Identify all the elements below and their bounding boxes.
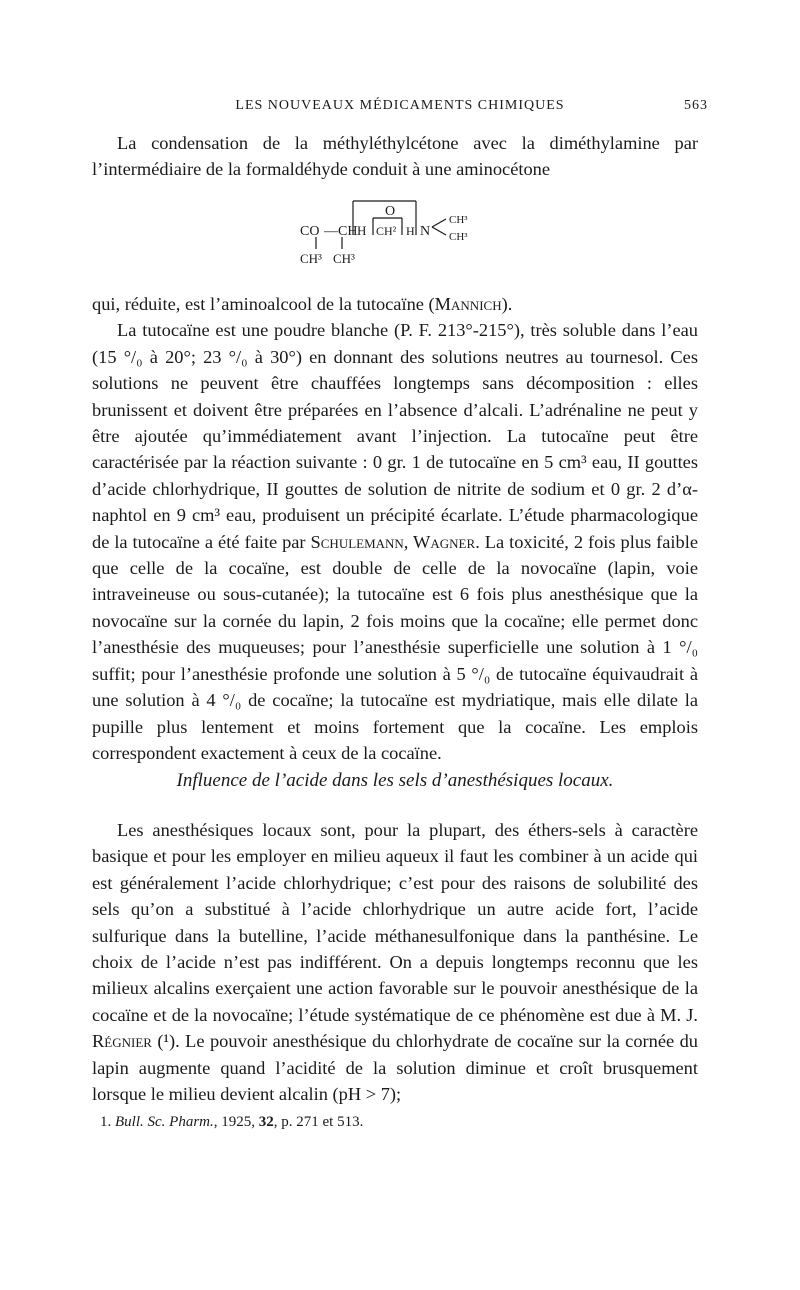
formula-methyl-a: CH³ — [449, 214, 468, 226]
footnote-reference[interactable]: (¹) — [151, 1031, 176, 1052]
formula-nitrogen: N — [420, 224, 431, 239]
formula-carbonyl: CO — [300, 224, 320, 239]
reduction-end: ). — [501, 294, 513, 314]
chemical-formula — [300, 197, 540, 272]
page-number: 563 — [684, 98, 708, 113]
running-header — [92, 98, 708, 120]
author-regnier: Régnier — [92, 1031, 152, 1052]
author-mannich: Mannich — [434, 294, 502, 314]
formula-methyl-b: CH³ — [449, 231, 468, 243]
reduction-text: qui, réduite, est l’aminoalcool de la tutocaïne ( — [92, 294, 435, 314]
formula-h: H — [357, 223, 367, 238]
formula-methyl-d: CH³ — [333, 251, 355, 266]
formula-methyl-c: CH³ — [300, 251, 322, 266]
acid-text-a: Les anesthésiques locaux sont, pour la plupart, des éthers-sels à caractère basique et pour les employer en milieu aqueux il faut les combiner à un acide qui est généralement l’acide chlorhydrique; c’est pour des raisons de solubilité des sels qu’on a substitué à l’acide chlorhydrique un autre acide fort, l’acide sulfurique dans la butelline, l’acide méthanesulfonique dans la panthésine. Le choix de l’acide n’est pas indifférent. On a depuis longtemps reconnu que les milieux alcalins exerçaient une action favorable sur le pouvoir anesthésique de la cocaïne et de la novocaïne; l’étude systématique de ce phénomène est due à M. J. — [92, 820, 698, 1025]
properties-text-a: La tutocaïne est une poudre blanche (P. F. 213°-215°), très soluble dans l’eau (15 °/₀ à 20°; 23 °/₀ à 30°) en donnant des solutions neutres au tournesol. Ces solutions ne peuvent être chauffées longtemps sans décomposition : elles brunissent et doivent être préparées en l’absence d’alcali. L’adrénaline ne peut y être ajoutée qu’immédiatement avant l’injection. La tutocaïne peut être caractérisée par la réaction suivante : 0 gr. 1 de tutocaïne en 5 cm³ eau, II gouttes d’acide chlorhydrique, II gouttes de solution de nitrite de sodium et 0 gr. 2 d’α-naphtol en 9 cm³ eau, produisent un précipité écarlate. L’étude pharmacologique de la tutocaïne a été faite par — [92, 320, 698, 552]
footnote-journal: Bull. Sc. Pharm. — [115, 1114, 214, 1130]
footnote — [100, 1114, 363, 1131]
paragraph-acid-text — [92, 817, 698, 1107]
authors-schulemann-wagner: Schulemann, Wagner — [310, 531, 476, 552]
footnote-number: 1. — [100, 1114, 112, 1130]
paragraph-properties — [92, 317, 698, 766]
formula-ch: CH — [338, 224, 358, 239]
acid-text-b: . Le pouvoir anesthésique du chlorhydrate de cocaïne sur la cornée du lapin augmente quand l’acidité de la solution diminue et croît brusquement lorsque le milieu devient alcalin (pH > 7); — [92, 1031, 698, 1105]
paragraph-tutocaine — [92, 291, 698, 766]
paragraph-condensation — [92, 130, 698, 183]
paragraph-acid-influence — [92, 817, 698, 1107]
formula-h2: H — [406, 224, 415, 238]
section-heading: Influence de l’acide dans les sels d’anesthésiques locaux. — [176, 770, 614, 791]
footnote-pages: , p. 271 et 513. — [273, 1114, 364, 1130]
formula-dash: — — [324, 224, 338, 239]
paragraph-reduction — [92, 291, 698, 317]
formula-oxygen: O — [385, 204, 396, 219]
paragraph-text: La condensation de la méthyléthylcétone avec la diméthylamine par l’intermédiaire de la formaldéhyde conduit à une aminocétone — [92, 133, 698, 180]
formula-ch2: CH² — [376, 224, 397, 238]
footnote-volume: 32 — [258, 1114, 274, 1130]
running-title: LES NOUVEAUX MÉDICAMENTS CHIMIQUES — [235, 98, 565, 113]
footnote-year: , 1925, — [213, 1114, 259, 1130]
properties-text-b: . La toxicité, 2 fois plus faible que celle de la cocaïne, est double de celle de la novocaïne (lapin, voie intraveineuse ou sous-cutanée); la tutocaïne est 6 fois plus anesthésique que la novocaïne sur la cornée du lapin, 2 fois moins que la cocaïne; elle permet donc l’anesthésie des muqueuses; pour l’anesthésie superficielle une solution à 1 °/₀ suffit; pour l’anesthésie profonde une solution à 5 °/₀ de tutocaïne équivaudrait à une solution à 4 °/₀ de cocaïne; la tutocaïne est mydriatique, mais elle dilate la pupille plus lentement et moins fortement que la cocaïne. Les emplois correspondent exactement à ceux de la cocaïne. — [92, 531, 699, 763]
